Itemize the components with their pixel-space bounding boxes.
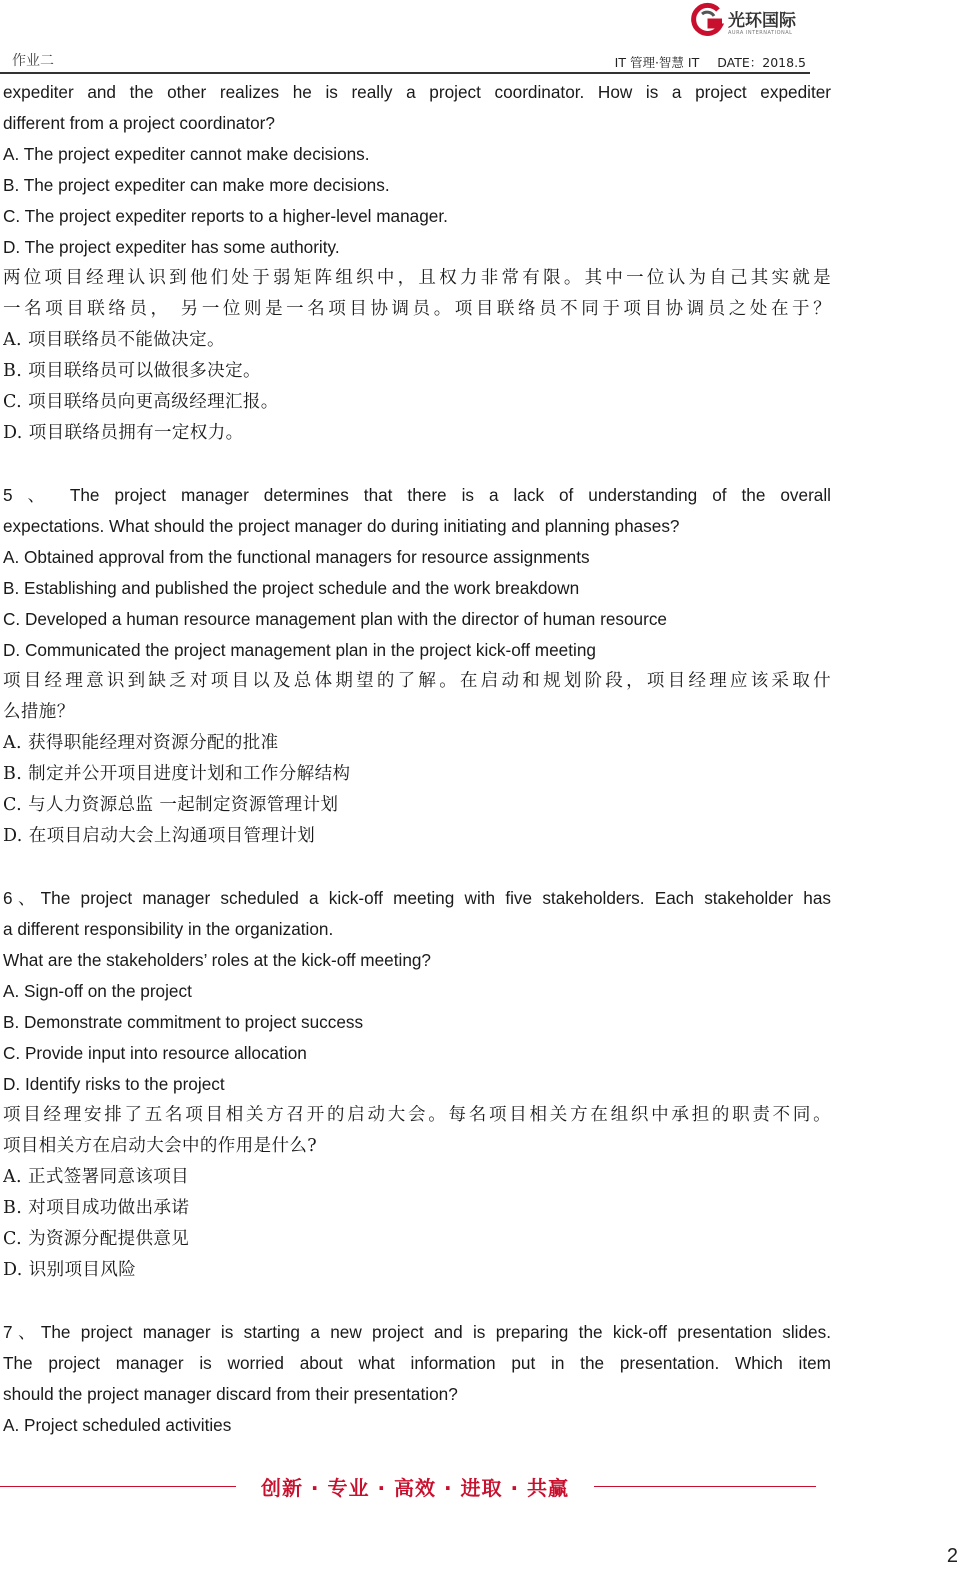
- text-line: expediter and the other realizes he is really a project coordinator. How is a project expediter: [3, 82, 831, 102]
- text-line: C. Provide input into resource allocation: [3, 1043, 307, 1063]
- text-line: D. The project expediter has some authority.: [3, 237, 340, 257]
- document-body: [3, 77, 831, 1441]
- text-line: a different responsibility in the organization.: [3, 919, 334, 939]
- text-line: 5 、 The project manager determines that there is a lack of understanding of the overall: [3, 485, 831, 505]
- text-line: 6、The project manager scheduled a kick-off meeting with five stakeholders. Each stakeholder has: [3, 888, 831, 908]
- text-line: A. 项目联络员不能做决定。: [3, 330, 225, 350]
- text-line: A. 正式签署同意该项目: [3, 1167, 190, 1187]
- text-line: C. 为资源分配提供意见: [3, 1229, 190, 1249]
- assignment-title: 作业二: [12, 53, 54, 69]
- footer-divider-left: [0, 1486, 236, 1487]
- text-line: 项目相关方在启动大会中的作用是什么?: [3, 1136, 318, 1156]
- text-line: C. Developed a human resource management plan with the director of human resource: [3, 609, 667, 629]
- text-line: B. The project expediter can make more decisions.: [3, 175, 390, 195]
- footer-divider-right: [594, 1486, 816, 1487]
- header-meta: [615, 53, 806, 71]
- footer-slogan: 创新 · 专业 · 高效 · 进取 · 共赢: [260, 1476, 570, 1500]
- text-line: B. Demonstrate commitment to project success: [3, 1012, 364, 1032]
- text-line: The project manager is worried about what information put in the presentation. Which item: [3, 1353, 831, 1373]
- text-line: 项目经理意识到缺乏对项目以及总体期望的了解。在启动和规划阶段，项目经理应该采取什: [3, 671, 831, 691]
- text-line: 么措施？: [3, 702, 75, 722]
- text-line: C. 与人力资源总监 一起制定资源管理计划: [3, 795, 339, 815]
- text-line: D. Identify risks to the project: [3, 1074, 225, 1094]
- text-line: A. 获得职能经理对资源分配的批准: [3, 733, 279, 753]
- text-line: B. 项目联络员可以做很多决定。: [3, 361, 261, 381]
- text-line: B. 制定并公开项目进度计划和工作分解结构: [3, 764, 351, 784]
- text-line: A. Obtained approval from the functional managers for resource assignments: [3, 547, 590, 567]
- paragraph-spacer: [3, 1286, 831, 1317]
- text-line: A. Sign-off on the project: [3, 981, 192, 1001]
- text-line: expectations. What should the project manager do during initiating and planning phases?: [3, 516, 680, 536]
- paragraph-spacer: [3, 449, 831, 480]
- paragraph-spacer: [3, 852, 831, 883]
- text-line: A. Project scheduled activities: [3, 1415, 232, 1435]
- text-line: should the project manager discard from their presentation?: [3, 1384, 458, 1404]
- course-name: IT 管理·智慧 IT: [614, 55, 700, 70]
- text-line: A. The project expediter cannot make decisions.: [3, 144, 370, 164]
- text-line: What are the stakeholders’ roles at the kick-off meeting?: [3, 950, 431, 970]
- text-line: D. 项目联络员拥有一定权力。: [3, 423, 244, 443]
- text-line: D. Communicated the project management plan in the project kick-off meeting: [3, 640, 596, 660]
- text-line: different from a project coordinator?: [3, 113, 275, 133]
- header-divider: [0, 72, 810, 74]
- text-line: 7、The project manager is starting a new project and is preparing the kick-off presentation slides.: [3, 1322, 831, 1342]
- company-logo: [688, 2, 816, 42]
- logo-swirl-icon: [688, 2, 724, 40]
- text-line: 两位项目经理认识到他们处于弱矩阵组织中，且权力非常有限。其中一位认为自己其实就是: [3, 268, 831, 288]
- text-line: C. 项目联络员向更高级经理汇报。: [3, 392, 279, 412]
- text-line: 一名项目联络员， 另一位则是一名项目协调员。项目联络员不同于项目协调员之处在于？: [3, 299, 831, 319]
- logo-text: 光环国际: [728, 11, 796, 31]
- logo-subtext: AURA INTERNATIONAL: [728, 30, 793, 36]
- page-number: 2: [946, 1545, 958, 1567]
- text-line: C. The project expediter reports to a higher-level manager.: [3, 206, 448, 226]
- text-line: D. 识别项目风险: [3, 1260, 137, 1280]
- text-line: 项目经理安排了五名项目相关方召开的启动大会。每名项目相关方在组织中承担的职责不同。: [3, 1105, 831, 1125]
- text-line: B. 对项目成功做出承诺: [3, 1198, 190, 1218]
- text-line: B. Establishing and published the project schedule and the work breakdown: [3, 578, 580, 598]
- document-date: DATE：2018.5: [717, 55, 806, 70]
- text-line: D. 在项目启动大会上沟通项目管理计划: [3, 826, 316, 846]
